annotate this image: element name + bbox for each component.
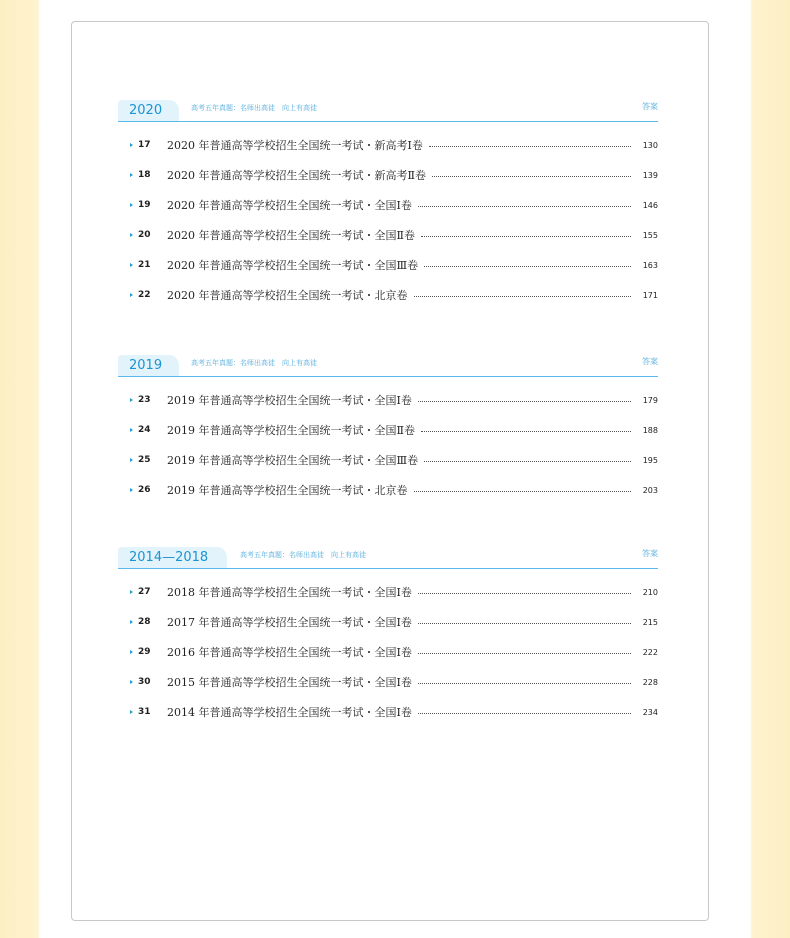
toc-entry[interactable] (118, 285, 658, 305)
bullet-arrow-icon (130, 710, 133, 714)
section-2014-2018 (118, 547, 658, 719)
entry-number: 26 (138, 485, 151, 495)
toc-entry[interactable] (118, 480, 658, 500)
entry-title: 2019 年普通高等学校招生全国统一考试・全国Ⅲ卷 (167, 454, 419, 467)
toc-entry[interactable] (118, 672, 658, 692)
entry-number: 25 (138, 455, 151, 465)
dot-leader (429, 146, 631, 147)
bullet-arrow-icon (130, 143, 133, 147)
entry-number: 23 (138, 395, 151, 405)
toc-entry[interactable] (118, 612, 658, 632)
toc-entry[interactable] (118, 225, 658, 245)
year-label: 2014—2018 (129, 550, 209, 565)
toc-entry[interactable] (118, 390, 658, 410)
entry-number: 19 (138, 200, 151, 210)
entry-title: 2014 年普通高等学校招生全国统一考试・全国Ⅰ卷 (167, 706, 412, 719)
answer-column-label: 答案 (642, 549, 658, 558)
entry-number: 27 (138, 587, 151, 597)
year-label: 2019 (129, 358, 163, 373)
entry-title: 2020 年普通高等学校招生全国统一考试・新高考Ⅱ卷 (167, 169, 426, 182)
toc-entry[interactable] (118, 420, 658, 440)
entry-number: 28 (138, 617, 151, 627)
header-rule (118, 376, 658, 377)
bullet-arrow-icon (130, 458, 133, 462)
dot-leader (424, 266, 631, 267)
entry-number: 22 (138, 290, 151, 300)
section-2019 (118, 355, 658, 497)
year-tab (118, 547, 227, 569)
entry-page: 188 (642, 425, 658, 435)
section-header (118, 355, 658, 379)
section-tagline: 高考五年真题：名师出高徒 向上有高徒 (240, 551, 366, 559)
entry-number: 17 (138, 140, 151, 150)
bullet-arrow-icon (130, 398, 133, 402)
header-rule (118, 568, 658, 569)
entry-page: 215 (642, 617, 658, 627)
entry-title: 2020 年普通高等学校招生全国统一考试・全国Ⅱ卷 (167, 229, 415, 242)
entry-page: 228 (642, 677, 658, 687)
entry-title: 2020 年普通高等学校招生全国统一考试・北京卷 (167, 289, 408, 302)
entry-page: 171 (642, 290, 658, 300)
entry-page: 155 (642, 230, 658, 240)
section-header (118, 100, 658, 124)
entry-page: 179 (642, 395, 658, 405)
section-tagline: 高考五年真题：名师出高徒 向上有高徒 (191, 104, 317, 112)
entry-page: 195 (642, 455, 658, 465)
entry-number: 21 (138, 260, 151, 270)
entry-title: 2020 年普通高等学校招生全国统一考试・全国Ⅲ卷 (167, 259, 419, 272)
dot-leader (418, 713, 631, 714)
bullet-arrow-icon (130, 620, 133, 624)
entry-page: 163 (642, 260, 658, 270)
toc-entry[interactable] (118, 135, 658, 155)
entry-number: 20 (138, 230, 151, 240)
entry-title: 2017 年普通高等学校招生全国统一考试・全国Ⅰ卷 (167, 616, 412, 629)
entry-title: 2019 年普通高等学校招生全国统一考试・全国Ⅱ卷 (167, 424, 415, 437)
toc-entry[interactable] (118, 450, 658, 470)
entry-page: 222 (642, 647, 658, 657)
toc-entry[interactable] (118, 642, 658, 662)
entry-title: 2020 年普通高等学校招生全国统一考试・新高考Ⅰ卷 (167, 139, 423, 152)
entry-number: 30 (138, 677, 151, 687)
entry-page: 234 (642, 707, 658, 717)
bullet-arrow-icon (130, 173, 133, 177)
bullet-arrow-icon (130, 650, 133, 654)
dot-leader (418, 401, 631, 402)
entry-number: 29 (138, 647, 151, 657)
dot-leader (414, 296, 632, 297)
toc-entry[interactable] (118, 255, 658, 275)
dot-leader (421, 236, 631, 237)
toc-entry[interactable] (118, 582, 658, 602)
entry-page: 139 (642, 170, 658, 180)
section-2020 (118, 100, 658, 302)
entry-number: 31 (138, 707, 151, 717)
section-header (118, 547, 658, 571)
year-tab (118, 355, 179, 377)
dot-leader (421, 431, 631, 432)
dot-leader (424, 461, 631, 462)
entry-page: 210 (642, 587, 658, 597)
toc-entry[interactable] (118, 702, 658, 722)
toc-entry[interactable] (118, 165, 658, 185)
entry-number: 18 (138, 170, 151, 180)
dot-leader (414, 491, 632, 492)
bullet-arrow-icon (130, 590, 133, 594)
entry-page: 146 (642, 200, 658, 210)
dot-leader (432, 176, 631, 177)
dot-leader (418, 683, 631, 684)
entry-title: 2019 年普通高等学校招生全国统一考试・全国Ⅰ卷 (167, 394, 412, 407)
bullet-arrow-icon (130, 203, 133, 207)
bullet-arrow-icon (130, 233, 133, 237)
dot-leader (418, 653, 631, 654)
entry-title: 2019 年普通高等学校招生全国统一考试・北京卷 (167, 484, 408, 497)
entry-page: 130 (642, 140, 658, 150)
bullet-arrow-icon (130, 680, 133, 684)
dot-leader (418, 206, 631, 207)
entry-page: 203 (642, 485, 658, 495)
year-label: 2020 (129, 103, 163, 118)
entry-title: 2018 年普通高等学校招生全国统一考试・全国Ⅰ卷 (167, 586, 412, 599)
bullet-arrow-icon (130, 488, 133, 492)
entry-title: 2016 年普通高等学校招生全国统一考试・全国Ⅰ卷 (167, 646, 412, 659)
toc-entry[interactable] (118, 195, 658, 215)
year-tab (118, 100, 179, 122)
answer-column-label: 答案 (642, 102, 658, 111)
bullet-arrow-icon (130, 293, 133, 297)
bullet-arrow-icon (130, 263, 133, 267)
entry-title: 2020 年普通高等学校招生全国统一考试・全国Ⅰ卷 (167, 199, 412, 212)
document-page (71, 21, 709, 921)
bullet-arrow-icon (130, 428, 133, 432)
header-rule (118, 121, 658, 122)
answer-column-label: 答案 (642, 357, 658, 366)
dot-leader (418, 623, 631, 624)
entry-number: 24 (138, 425, 151, 435)
dot-leader (418, 593, 631, 594)
section-tagline: 高考五年真题：名师出高徒 向上有高徒 (191, 359, 317, 367)
entry-title: 2015 年普通高等学校招生全国统一考试・全国Ⅰ卷 (167, 676, 412, 689)
